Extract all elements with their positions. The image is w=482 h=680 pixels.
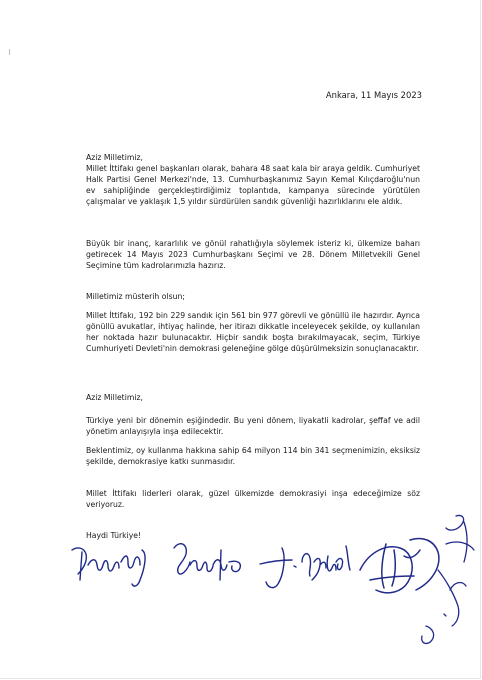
paragraph-voters: Beklentimiz, oy kullanma hakkına sahip 64 milyon 114 bin 341 seçmenimizin, eksiksiz şekilde, demokrasiye katkı sunmasıdır. — [86, 446, 420, 466]
signature-4 — [360, 539, 439, 593]
signatures-icon — [70, 510, 480, 660]
paragraph-ballot-security: Millet İttifakı, 192 bin 229 sandık için 561 bin 977 görevli ve gönüllü ile hazırdır. Ayrıca gönüllü avukatlar, ihtiyaç halinde, her itirazı dikkatle inceleyecek şekilde, oy kullanılan her noktada hazır bulunacaktır. Hiçbir sandık boşta bırakılmayacak, seçim, Türkiye Cumhuriyeti Devleti'nin demokrasi geleneğine gölge düşürülmeksizin sonuçlanacaktır. — [86, 311, 420, 353]
margin-mark — [9, 49, 10, 55]
paragraph-new-era: Türkiye yeni bir dönemin eşiğindedir. Bu yeni dönem, liyakatli kadrolar, şeffaf ve adil yönetim anlayışıyla inşa edilecektir. — [86, 416, 420, 436]
signature-3 — [260, 546, 350, 588]
paragraph-meeting: Millet İttifakı genel başkanları olarak, bahara 48 saat kala bir araya geldik. Cumhuriyet Halk Partisi Genel Merkezi'nde, 13. Cumhurbaşkanımız Sayın Kemal Kılıçdaroğlu'nun ev sahipliğinde gerçekleştirdiğimiz toplantıda, kampanya sürecinde yürütülen çalışmalar ve yaklaşık 1,5 yıldır sürdürülen sandık güvenliği hazırlıklarını ele aldık. — [86, 164, 420, 206]
closing-line: Haydi Türkiye! — [86, 531, 142, 540]
paragraph-assurance: Milletimiz müsterih olsun; — [86, 292, 185, 301]
salutation-second: Aziz Milletimiz, — [86, 393, 143, 402]
letter-date: Ankara, 11 Mayıs 2023 — [325, 90, 422, 100]
paragraph-promise: Millet İttifakı liderleri olarak, güzel ülkemizde demokrasiyi inşa edeceğimize söz veriyoruz. — [86, 489, 420, 509]
salutation: Aziz Milletimiz, — [86, 153, 143, 162]
paragraph-readiness: Büyük bir inanç, kararlılık ve gönül rahatlığıyla söylemek isteriz ki, ülkemize baharı getirecek 14 Mayıs 2023 Cumhurbaşkanı Seçimi ve 28. Dönem Milletvekili Genel Seçimine tüm kadrolarımızla hazırız. — [86, 239, 420, 270]
signature-2 — [174, 544, 240, 580]
signature-1 — [72, 548, 145, 586]
